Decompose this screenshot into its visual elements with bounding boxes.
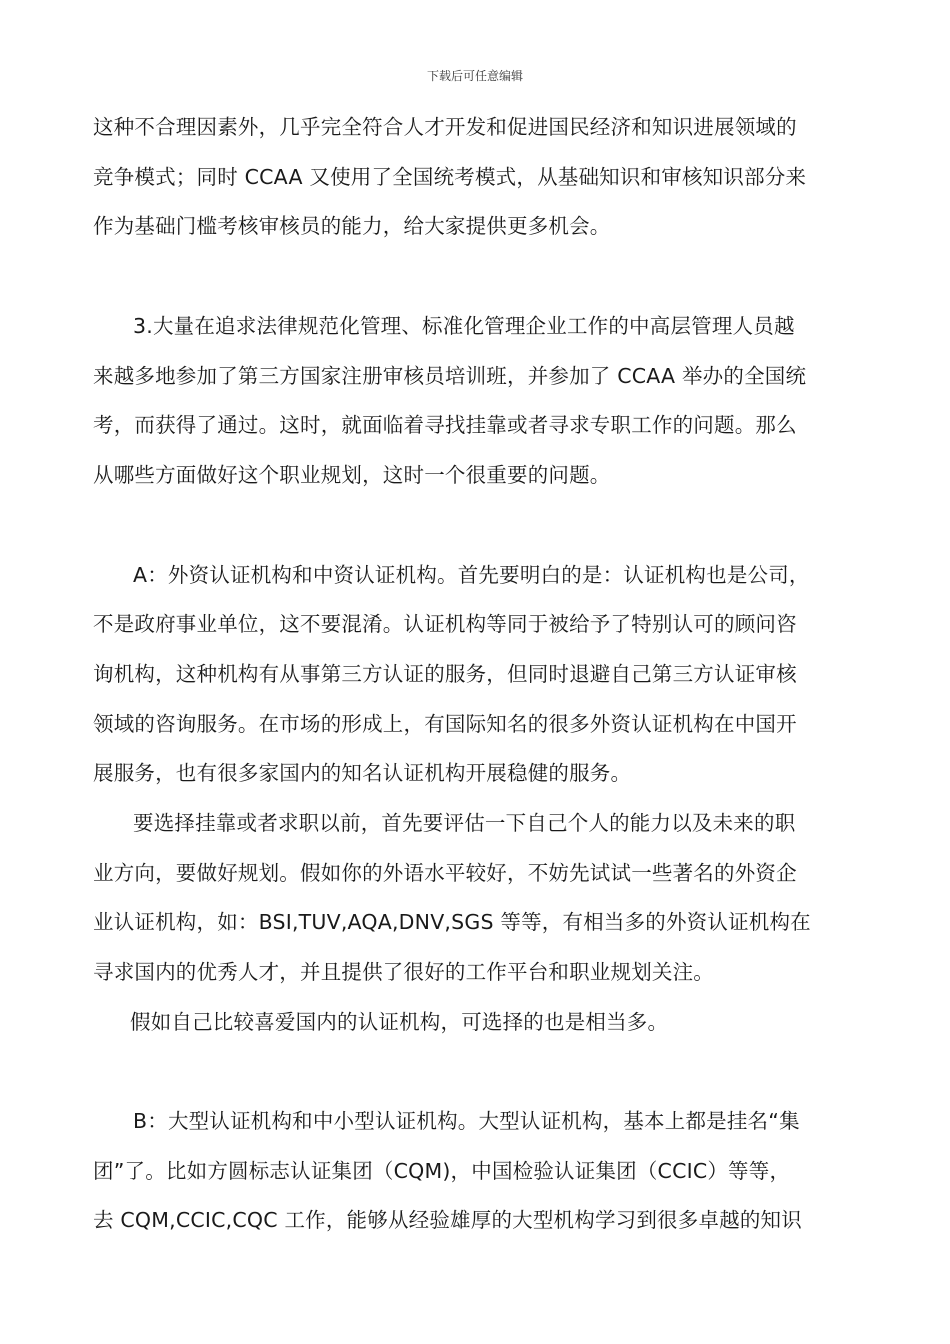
- text-line: 不是政府事业单位，这不要混淆。认证机构等同于被给予了特别认可的顾问咨: [93, 612, 797, 636]
- text-line: 去 CQM,CCIC,CQC 工作，能够从经验雄厚的大型机构学习到很多卓越的知识: [93, 1208, 802, 1232]
- text-line: 寻求国内的优秀人才，并且提供了很好的工作平台和职业规划关注。: [93, 960, 714, 984]
- text-line: 领域的咨询服务。在市场的形成上，有国际知名的很多外资认证机构在中国开: [93, 712, 797, 736]
- text-line: 业方向，要做好规划。假如你的外语水平较好，不妨先试试一些著名的外资企: [93, 861, 797, 885]
- text-line: 竞争模式；同时 CCAA 又使用了全国统考模式，从基础知识和审核知识部分来: [93, 165, 807, 189]
- text-line: 业认证机构，如：BSI,TUV,AQA,DNV,SGS 等等，有相当多的外资认证机构在: [93, 910, 811, 934]
- text-line: 假如自己比较喜爱国内的认证机构，可选择的也是相当多。: [130, 1010, 669, 1034]
- text-line: 团”了。比如方圆标志认证集团（CQM)，中国检验认证集团（CCIC）等等，: [93, 1159, 791, 1183]
- text-line: 展服务，也有很多家国内的知名认证机构开展稳健的服务。: [93, 761, 632, 785]
- text-line: A：外资认证机构和中资认证机构。首先要明白的是：认证机构也是公司，: [133, 563, 810, 587]
- text-line: 来越多地参加了第三方国家注册审核员培训班，并参加了 CCAA 举办的全国统: [93, 364, 807, 388]
- text-line: 要选择挂靠或者求职以前，首先要评估一下自己个人的能力以及未来的职: [133, 811, 796, 835]
- text-line: 考，而获得了通过。这时，就面临着寻找挂靠或者寻求专职工作的问题。那么: [93, 413, 797, 437]
- text-line: 询机构，这种机构有从事第三方认证的服务，但同时退避自己第三方认证审核: [93, 662, 797, 686]
- text-line: 从哪些方面做好这个职业规划，这时一个很重要的问题。: [93, 463, 611, 487]
- text-line: 3.大量在追求法律规范化管理、标准化管理企业工作的中高层管理人员越: [133, 314, 795, 338]
- text-line: B：大型认证机构和中小型认证机构。大型认证机构，基本上都是挂名“集: [133, 1109, 800, 1133]
- text-line: 这种不合理因素外，几乎完全符合人才开发和促进国民经济和知识进展领域的: [93, 115, 797, 139]
- page-header: 下载后可任意编辑: [426, 69, 523, 83]
- text-line: 作为基础门槛考核审核员的能力，给大家提供更多机会。: [93, 214, 611, 238]
